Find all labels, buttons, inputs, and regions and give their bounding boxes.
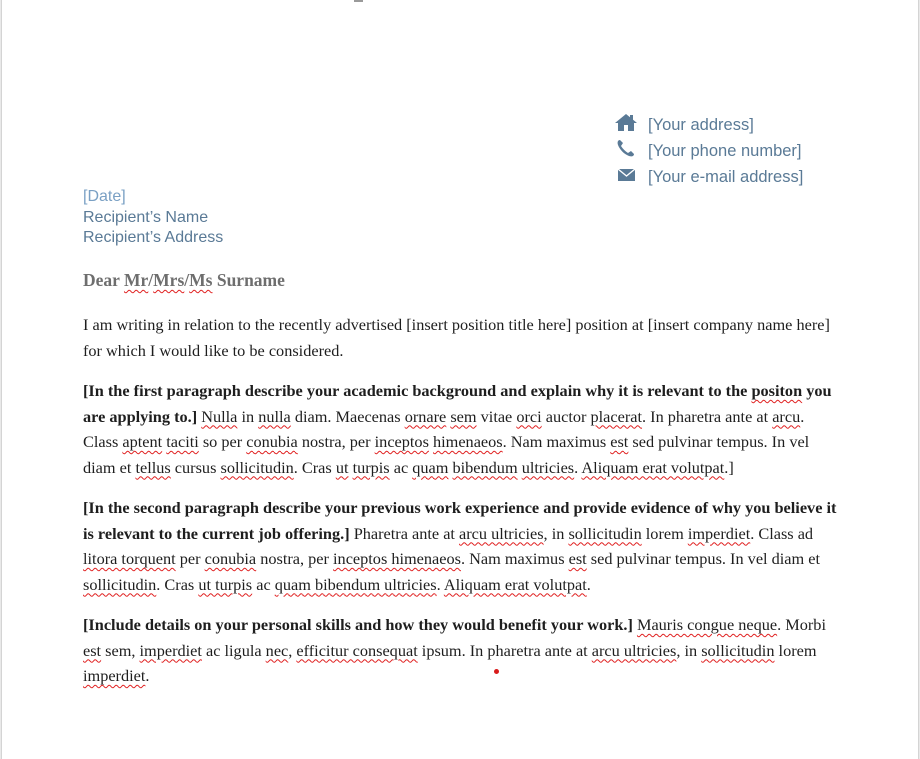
text: . Nam maximus	[502, 432, 611, 451]
misspelled-word: ultricies	[521, 457, 575, 477]
misspelled-word: himenaeos	[433, 432, 503, 451]
misspelled-word: sollicitudin	[701, 640, 775, 660]
salutation	[83, 270, 285, 291]
misspelled-word: orci	[516, 406, 542, 426]
misspelled-word: nec	[265, 640, 289, 660]
misspelled-word: inceptos	[374, 432, 429, 451]
misspelled-word: Mr	[123, 270, 149, 290]
salutation-text: Dear	[83, 270, 124, 290]
misspelled-word: arcu ultricies	[459, 523, 544, 543]
text: ac	[389, 457, 413, 477]
text: cursus	[170, 457, 221, 477]
misspelled-word: sollicitudin	[568, 523, 642, 543]
misspelled-word: imperdiet	[83, 666, 146, 685]
text: sed pulvinar tempus. In vel diam et	[83, 432, 810, 477]
instruction-text: you are applying to.]	[83, 381, 832, 426]
document-page	[1, 0, 919, 759]
misspelled-word: taciti	[166, 432, 199, 451]
text: sem,	[101, 640, 140, 660]
misspelled-word: Mrs	[153, 270, 185, 290]
misspelled-word: inceptos himenaeos	[333, 549, 461, 568]
misspelled-word: ut	[335, 457, 349, 477]
letter-body	[83, 312, 843, 704]
misspelled-word: arcu ultricies	[591, 640, 677, 660]
misspelled-word: placerat	[590, 406, 643, 426]
misspelled-word: ut turpis	[198, 574, 253, 594]
misspelled-word: Aliquam erat volutpat	[581, 457, 725, 477]
instruction-text: [In the first paragraph describe your academic background and explain why it is relevant to the	[83, 381, 752, 400]
recipient-address: Recipient’s Address	[83, 229, 224, 246]
misspelled-word: sollicitudin	[83, 574, 157, 594]
text: nostra, per	[256, 549, 334, 568]
text: vitae	[476, 406, 517, 426]
misspelled-word: quam bibendum ultricies	[274, 574, 437, 594]
text: lorem	[641, 523, 688, 543]
text: . Nam maximus	[460, 549, 569, 568]
envelope-icon	[614, 164, 638, 186]
text: ,	[288, 640, 297, 660]
misspelled-word: bibendum	[452, 457, 518, 477]
misspelled-word: aptent	[122, 432, 163, 451]
misspelled-word: est	[568, 549, 587, 568]
contact-phone: [Your phone number]	[648, 142, 802, 160]
text: .	[145, 666, 150, 685]
salutation-text: /	[184, 270, 190, 290]
text: sed pulvinar tempus. In vel diam et	[586, 549, 821, 568]
misspelled-word: quam	[412, 457, 449, 477]
text: . Class	[83, 406, 805, 451]
bold-instruction: [Include details on your personal skills and how they would benefit your work.]	[83, 615, 633, 634]
misspelled-word: est	[83, 640, 102, 660]
misspelled-word: Aliquam erat volutpat	[443, 574, 587, 594]
recipient-block	[83, 187, 223, 249]
text: .	[436, 574, 444, 594]
intro-paragraph: I am writing in relation to the recently advertised [insert position title here] position at [insert company name here] for which I would like to be considered.	[83, 315, 830, 360]
text: nostra, per	[297, 432, 375, 451]
date-field: [Date]	[83, 188, 126, 205]
bold-instruction: [In the second paragraph describe your previous work experience and provide evidence of why you believe it is relevant to the current job offering.]	[83, 498, 837, 543]
text: .]	[724, 457, 734, 477]
paragraph-academic	[83, 378, 843, 480]
paragraph-skills	[83, 612, 843, 689]
contact-email: [Your e-mail address]	[648, 168, 804, 186]
misspelled-word: sollicitudin	[220, 457, 294, 477]
misspelled-word: Nulla	[201, 406, 238, 426]
text: per	[175, 549, 205, 568]
misspelled-word: efficitur consequat	[296, 640, 418, 660]
misspelled-word: turpis	[352, 457, 390, 477]
text: . Morbi	[777, 615, 826, 634]
text: .	[574, 457, 582, 477]
text: . In pharetra ante at	[642, 406, 773, 426]
misspelled-word: conubia	[204, 549, 257, 568]
phone-icon	[614, 138, 638, 160]
misspelled-word: Ms	[189, 270, 213, 290]
text: . Class ad	[750, 523, 814, 543]
text: .	[586, 574, 591, 594]
text: lorem	[774, 640, 817, 660]
text: , in	[676, 640, 702, 660]
text: Pharetra ante at	[349, 523, 460, 543]
misspelled-word: arcu	[772, 406, 801, 426]
text: ac ligula	[201, 640, 266, 660]
misspelled-word: Mauris congue neque	[636, 615, 778, 634]
recipient-name: Recipient’s Name	[83, 208, 209, 226]
text: diam. Maecenas	[290, 406, 405, 426]
text: so per	[198, 432, 247, 451]
misspelled-word: est	[610, 432, 629, 451]
text: . Cras	[293, 457, 336, 477]
text-cursor-marker	[494, 669, 499, 674]
paragraph-experience	[83, 495, 843, 597]
text: . Cras	[156, 574, 199, 594]
misspelled-word: imperdiet	[139, 640, 202, 660]
text: in	[237, 406, 259, 426]
text: , in	[543, 523, 569, 543]
misspelled-word: tellus	[135, 457, 171, 477]
text: auctor	[541, 406, 591, 426]
misspelled-word: positon	[751, 381, 803, 400]
misspelled-word: nulla	[258, 406, 291, 426]
salutation-text: Surname	[212, 270, 285, 290]
home-icon	[614, 112, 638, 134]
text: ac	[252, 574, 275, 594]
contact-address: [Your address]	[648, 116, 754, 134]
misspelled-word: sem	[450, 406, 477, 426]
text: ipsum. In pharetra ante at	[417, 640, 592, 660]
ruler-marker	[354, 0, 363, 2]
salutation-text: /	[148, 270, 154, 290]
misspelled-word: ornare	[404, 406, 447, 426]
misspelled-word: imperdiet	[687, 523, 751, 543]
misspelled-word: litora torquent	[83, 549, 176, 568]
misspelled-word: conubia	[246, 432, 298, 451]
